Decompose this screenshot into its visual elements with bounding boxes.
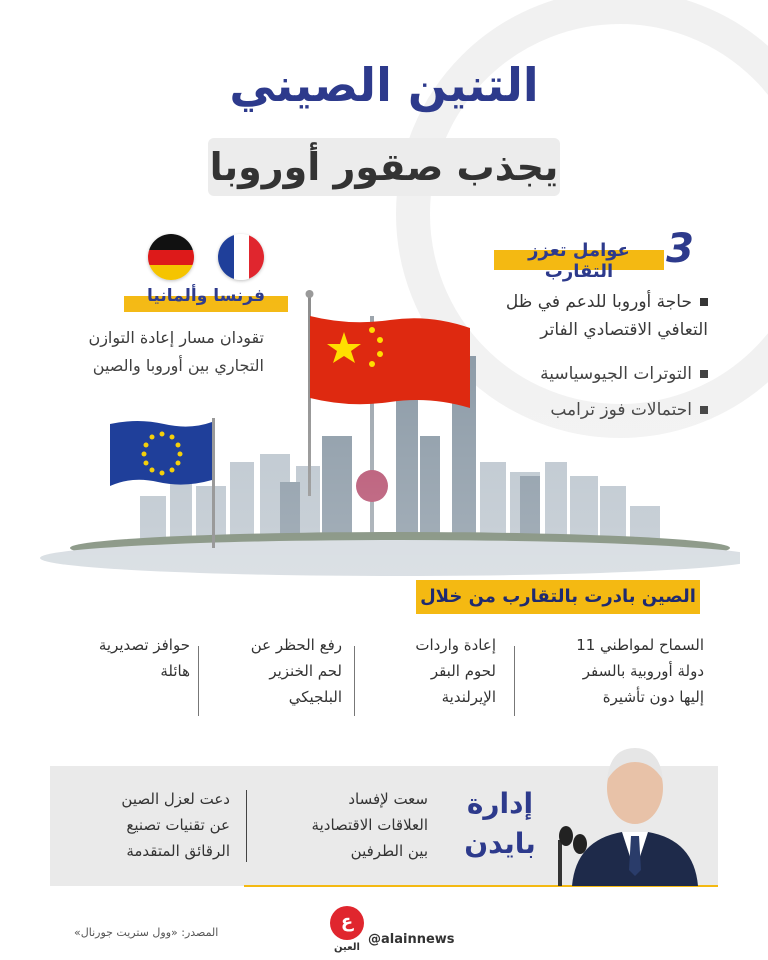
germany-flag-icon <box>148 234 194 280</box>
france-germany-desc-line2: التجاري بين أوروبا والصين <box>92 356 264 375</box>
france-germany-label: فرنسا وألمانيا <box>147 286 265 306</box>
france-germany-desc-line1: تقودان مسار إعادة التوازن <box>88 328 264 347</box>
china-item-1-line1: السماح لمواطني 11 <box>576 636 704 654</box>
factor-item-1-line1: حاجة أوروبا للدعم في ظل <box>505 292 692 312</box>
biden-item-2-line3: الرقائق المتقدمة <box>126 842 230 860</box>
factors-label: عوامل تعزز التقارب <box>528 240 630 282</box>
biden-item-2 <box>66 786 230 864</box>
france-flag-icon <box>218 234 264 280</box>
biden-heading <box>448 784 552 864</box>
biden-item-1-line1: سعت لإفساد <box>348 790 428 808</box>
biden-heading-line1: إدارة <box>466 787 534 820</box>
factor-item-2-text: التوترات الجيوسياسية <box>540 364 692 384</box>
biden-item-2-line1: دعت لعزل الصين <box>121 790 230 808</box>
divider <box>514 646 515 716</box>
china-item-2-line1: إعادة واردات <box>415 636 496 654</box>
alain-logo-text: العين <box>334 942 360 953</box>
china-item-2-line3: الإيرلندية <box>441 688 496 706</box>
source-note: المصدر: «وول ستريت جورنال» <box>74 926 219 939</box>
biden-item-1-line3: بين الطرفين <box>350 842 428 860</box>
china-item-1 <box>532 632 704 710</box>
china-item-4 <box>56 632 190 684</box>
divider <box>354 646 355 716</box>
divider <box>198 646 199 716</box>
factors-heading <box>494 226 694 282</box>
china-item-3-line3: البلجيكي <box>288 688 342 706</box>
biden-item-2-line2: عن تقنيات تصنيع <box>126 816 230 834</box>
biden-item-1 <box>264 786 428 864</box>
divider <box>246 790 247 862</box>
china-item-2-line2: لحوم البقر <box>430 662 496 680</box>
factors-number: 3 <box>666 226 694 272</box>
china-item-3-line2: لحم الخنزير <box>269 662 342 680</box>
china-item-4-line1: حوافز تصديرية <box>98 636 190 654</box>
biden-heading-line2: بايدن <box>464 827 536 860</box>
factor-item-1-line2: التعافي الاقتصادي الفاتر <box>540 320 708 340</box>
china-item-3-line1: رفع الحظر عن <box>250 636 342 654</box>
alain-logo: ع <box>330 906 364 940</box>
china-item-1-line2: دولة أوروبية بالسفر <box>582 662 704 680</box>
biden-portrait <box>552 736 718 886</box>
social-handle: @alainnews <box>368 932 455 947</box>
title-line-2: يجذب صقور أوروبا <box>208 138 560 196</box>
china-item-4-line2: هائلة <box>160 662 190 680</box>
title-line-1: التنين الصيني <box>229 58 539 112</box>
china-item-2 <box>366 632 496 710</box>
china-item-3 <box>212 632 342 710</box>
china-initiative-heading: الصين بادرت بالتقارب من خلال <box>416 580 700 614</box>
factor-item-3-text: احتمالات فوز ترامب <box>550 400 692 420</box>
eu-flag-icon <box>108 418 224 548</box>
china-flag-icon <box>310 316 470 408</box>
china-item-1-line3: إليها دون تأشيرة <box>602 688 704 706</box>
biden-item-1-line2: العلاقات الاقتصادية <box>311 816 428 834</box>
